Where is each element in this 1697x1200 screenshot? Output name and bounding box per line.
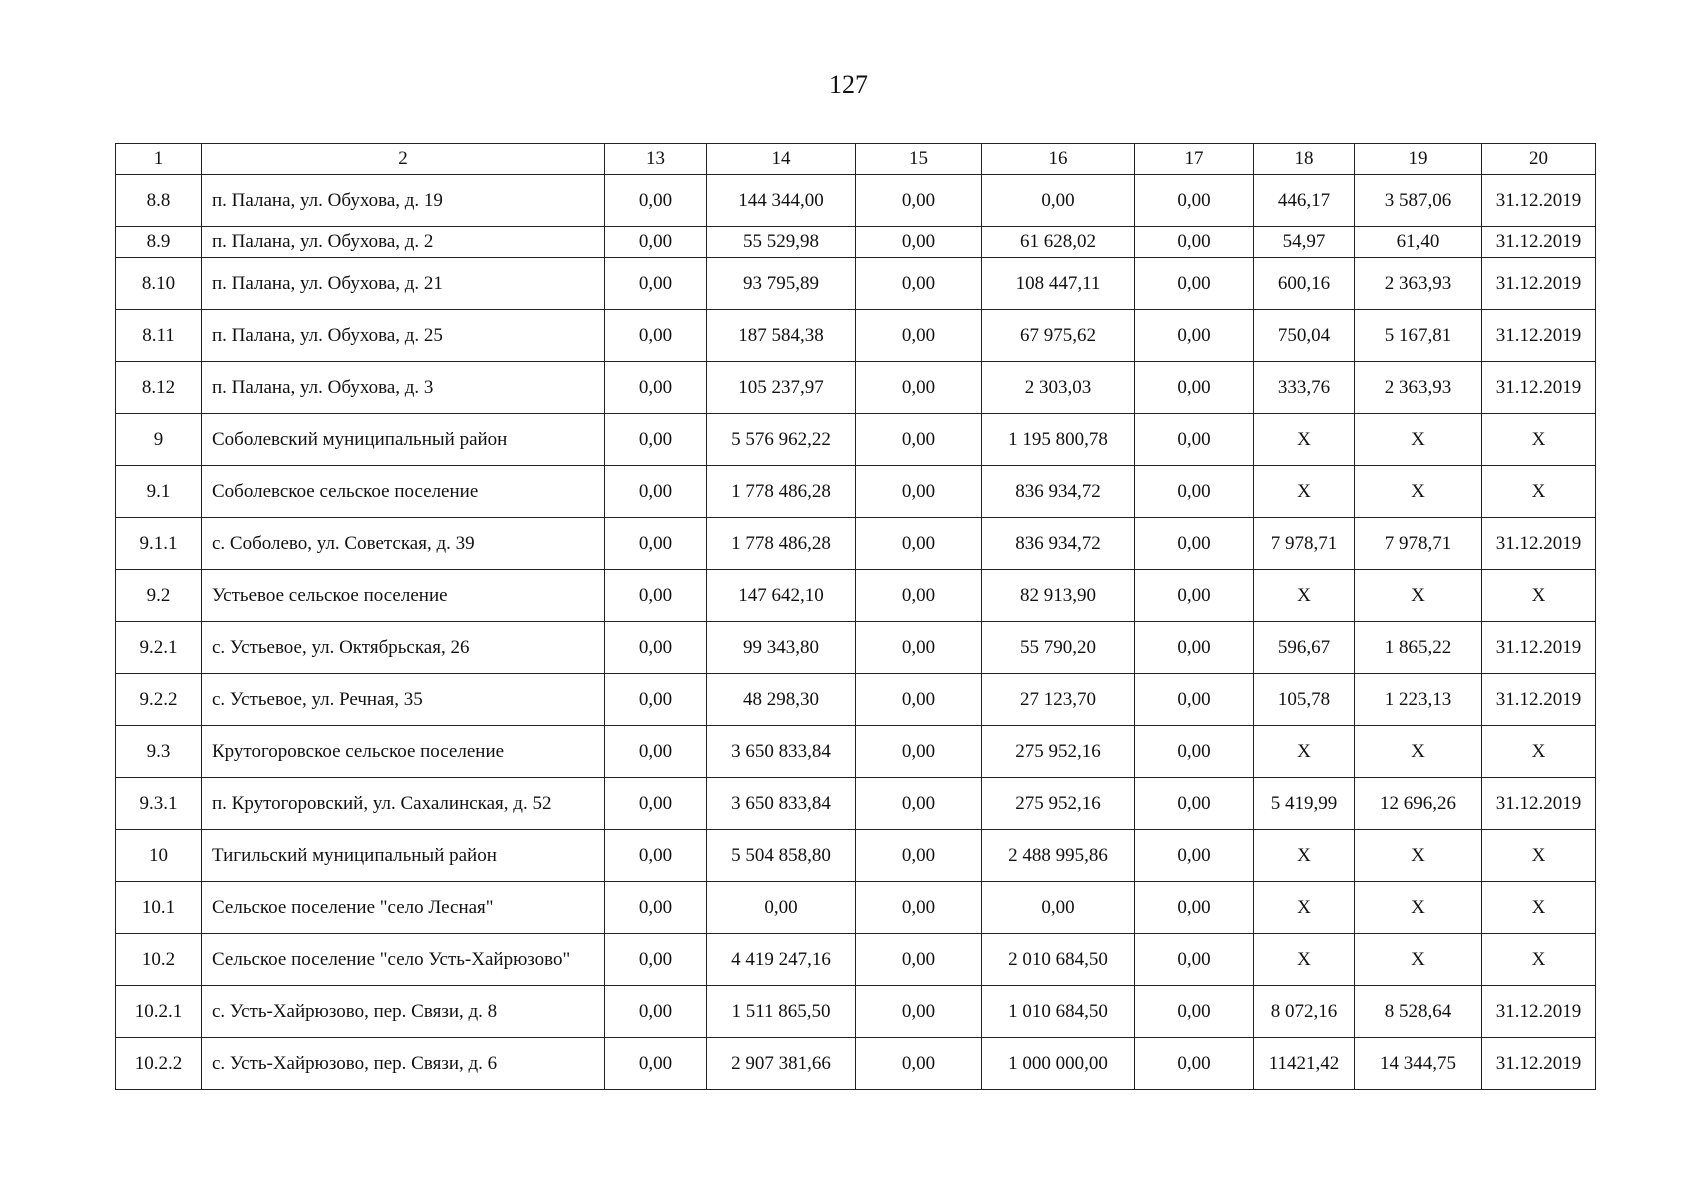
address-cell: п. Палана, ул. Обухова, д. 19 [202, 175, 605, 227]
value-cell: 0,00 [856, 227, 982, 258]
value-cell: 0,00 [1135, 674, 1254, 726]
column-header: 16 [982, 144, 1135, 175]
value-cell: 0,00 [856, 362, 982, 414]
value-cell: 55 529,98 [707, 227, 856, 258]
value-cell: 0,00 [1135, 986, 1254, 1038]
value-cell: 3 587,06 [1355, 175, 1482, 227]
value-cell: 82 913,90 [982, 570, 1135, 622]
value-cell: 0,00 [605, 414, 707, 466]
value-cell: X [1482, 830, 1596, 882]
value-cell: 0,00 [856, 570, 982, 622]
value-cell: 55 790,20 [982, 622, 1135, 674]
value-cell: X [1482, 726, 1596, 778]
address-cell: п. Крутогоровский, ул. Сахалинская, д. 52 [202, 778, 605, 830]
value-cell: X [1482, 934, 1596, 986]
value-cell: X [1355, 570, 1482, 622]
value-cell: X [1254, 934, 1355, 986]
value-cell: 105,78 [1254, 674, 1355, 726]
value-cell: 99 343,80 [707, 622, 856, 674]
table-row [116, 227, 1596, 258]
value-cell: 3 650 833,84 [707, 726, 856, 778]
value-cell: 5 504 858,80 [707, 830, 856, 882]
value-cell: 275 952,16 [982, 726, 1135, 778]
table-row [116, 362, 1596, 414]
value-cell: 0,00 [1135, 934, 1254, 986]
address-cell: Соболевское сельское поселение [202, 466, 605, 518]
value-cell: 1 778 486,28 [707, 518, 856, 570]
value-cell: 836 934,72 [982, 466, 1135, 518]
value-cell: 0,00 [856, 258, 982, 310]
value-cell: 2 907 381,66 [707, 1038, 856, 1090]
row-number-cell: 9 [116, 414, 202, 466]
data-table [115, 143, 1596, 1090]
value-cell: 7 978,71 [1254, 518, 1355, 570]
column-header: 15 [856, 144, 982, 175]
value-cell: X [1482, 414, 1596, 466]
row-number-cell: 8.11 [116, 310, 202, 362]
row-number-cell: 10.2 [116, 934, 202, 986]
address-cell: п. Палана, ул. Обухова, д. 21 [202, 258, 605, 310]
address-cell: п. Палана, ул. Обухова, д. 25 [202, 310, 605, 362]
table-row [116, 175, 1596, 227]
value-cell: 0,00 [605, 622, 707, 674]
value-cell: 8 072,16 [1254, 986, 1355, 1038]
value-cell: 0,00 [1135, 830, 1254, 882]
table-row [116, 258, 1596, 310]
value-cell: 1 010 684,50 [982, 986, 1135, 1038]
table-row [116, 466, 1596, 518]
table-row [116, 518, 1596, 570]
column-header: 20 [1482, 144, 1596, 175]
value-cell: 0,00 [605, 310, 707, 362]
value-cell: 48 298,30 [707, 674, 856, 726]
value-cell: 0,00 [1135, 258, 1254, 310]
value-cell: X [1355, 726, 1482, 778]
value-cell: X [1254, 414, 1355, 466]
value-cell: 0,00 [1135, 1038, 1254, 1090]
value-cell: 0,00 [605, 986, 707, 1038]
column-header: 18 [1254, 144, 1355, 175]
value-cell: 5 419,99 [1254, 778, 1355, 830]
value-cell: 600,16 [1254, 258, 1355, 310]
row-number-cell: 9.2.1 [116, 622, 202, 674]
value-cell: X [1355, 466, 1482, 518]
value-cell: 31.12.2019 [1482, 310, 1596, 362]
value-cell: 0,00 [605, 674, 707, 726]
table-row [116, 778, 1596, 830]
value-cell: 1 223,13 [1355, 674, 1482, 726]
value-cell: 4 419 247,16 [707, 934, 856, 986]
value-cell: 0,00 [856, 674, 982, 726]
value-cell: 0,00 [1135, 882, 1254, 934]
address-cell: с. Усть-Хайрюзово, пер. Связи, д. 8 [202, 986, 605, 1038]
value-cell: 5 576 962,22 [707, 414, 856, 466]
value-cell: 31.12.2019 [1482, 518, 1596, 570]
value-cell: 0,00 [856, 518, 982, 570]
row-number-cell: 10.2.2 [116, 1038, 202, 1090]
value-cell: 108 447,11 [982, 258, 1135, 310]
table-row [116, 674, 1596, 726]
value-cell: 0,00 [856, 414, 982, 466]
row-number-cell: 9.3.1 [116, 778, 202, 830]
value-cell: 0,00 [856, 882, 982, 934]
value-cell: 0,00 [856, 1038, 982, 1090]
column-header: 17 [1135, 144, 1254, 175]
value-cell: 1 000 000,00 [982, 1038, 1135, 1090]
row-number-cell: 8.8 [116, 175, 202, 227]
value-cell: 0,00 [856, 175, 982, 227]
value-cell: 0,00 [605, 175, 707, 227]
value-cell: 1 865,22 [1355, 622, 1482, 674]
table-row [116, 310, 1596, 362]
value-cell: 1 195 800,78 [982, 414, 1135, 466]
value-cell: X [1355, 934, 1482, 986]
value-cell: X [1355, 414, 1482, 466]
value-cell: X [1482, 570, 1596, 622]
value-cell: 0,00 [1135, 227, 1254, 258]
value-cell: 0,00 [856, 466, 982, 518]
value-cell: 0,00 [1135, 310, 1254, 362]
value-cell: 0,00 [1135, 414, 1254, 466]
value-cell: 31.12.2019 [1482, 258, 1596, 310]
value-cell: 0,00 [605, 518, 707, 570]
value-cell: 0,00 [605, 934, 707, 986]
value-cell: 0,00 [856, 830, 982, 882]
value-cell: X [1254, 570, 1355, 622]
row-number-cell: 9.1 [116, 466, 202, 518]
address-cell: с. Усть-Хайрюзово, пер. Связи, д. 6 [202, 1038, 605, 1090]
address-cell: п. Палана, ул. Обухова, д. 2 [202, 227, 605, 258]
address-cell: Устьевое сельское поселение [202, 570, 605, 622]
value-cell: X [1482, 882, 1596, 934]
address-cell: Соболевский муниципальный район [202, 414, 605, 466]
value-cell: 187 584,38 [707, 310, 856, 362]
value-cell: 0,00 [1135, 362, 1254, 414]
value-cell: 31.12.2019 [1482, 674, 1596, 726]
value-cell: 0,00 [605, 830, 707, 882]
address-cell: п. Палана, ул. Обухова, д. 3 [202, 362, 605, 414]
row-number-cell: 10.1 [116, 882, 202, 934]
value-cell: 0,00 [605, 1038, 707, 1090]
value-cell: 147 642,10 [707, 570, 856, 622]
value-cell: 27 123,70 [982, 674, 1135, 726]
value-cell: 0,00 [605, 778, 707, 830]
value-cell: 0,00 [856, 726, 982, 778]
value-cell: X [1254, 466, 1355, 518]
address-cell: Сельское поселение "село Усть-Хайрюзово" [202, 934, 605, 986]
value-cell: 2 363,93 [1355, 362, 1482, 414]
value-cell: 596,67 [1254, 622, 1355, 674]
value-cell: 31.12.2019 [1482, 622, 1596, 674]
value-cell: 0,00 [707, 882, 856, 934]
value-cell: 11421,42 [1254, 1038, 1355, 1090]
table-row [116, 726, 1596, 778]
value-cell: 836 934,72 [982, 518, 1135, 570]
row-number-cell: 9.2.2 [116, 674, 202, 726]
value-cell: 2 303,03 [982, 362, 1135, 414]
table-row [116, 934, 1596, 986]
value-cell: 0,00 [605, 258, 707, 310]
value-cell: 31.12.2019 [1482, 175, 1596, 227]
row-number-cell: 8.9 [116, 227, 202, 258]
value-cell: 0,00 [1135, 518, 1254, 570]
row-number-cell: 9.2 [116, 570, 202, 622]
address-cell: с. Устьевое, ул. Октябрьская, 26 [202, 622, 605, 674]
value-cell: 144 344,00 [707, 175, 856, 227]
table-row [116, 1038, 1596, 1090]
value-cell: 750,04 [1254, 310, 1355, 362]
value-cell: 0,00 [1135, 778, 1254, 830]
value-cell: 0,00 [982, 882, 1135, 934]
value-cell: 0,00 [605, 570, 707, 622]
value-cell: X [1254, 726, 1355, 778]
value-cell: 1 778 486,28 [707, 466, 856, 518]
row-number-cell: 9.3 [116, 726, 202, 778]
value-cell: 31.12.2019 [1482, 227, 1596, 258]
column-header: 14 [707, 144, 856, 175]
value-cell: 12 696,26 [1355, 778, 1482, 830]
value-cell: X [1254, 882, 1355, 934]
value-cell: X [1254, 830, 1355, 882]
row-number-cell: 8.10 [116, 258, 202, 310]
value-cell: 7 978,71 [1355, 518, 1482, 570]
table-row [116, 622, 1596, 674]
table-row [116, 882, 1596, 934]
value-cell: X [1355, 882, 1482, 934]
value-cell: 0,00 [982, 175, 1135, 227]
value-cell: 0,00 [605, 227, 707, 258]
value-cell: 275 952,16 [982, 778, 1135, 830]
value-cell: 105 237,97 [707, 362, 856, 414]
address-cell: с. Устьевое, ул. Речная, 35 [202, 674, 605, 726]
value-cell: X [1355, 830, 1482, 882]
column-header: 2 [202, 144, 605, 175]
table-row [116, 570, 1596, 622]
value-cell: 0,00 [1135, 570, 1254, 622]
value-cell: 0,00 [856, 778, 982, 830]
value-cell: 333,76 [1254, 362, 1355, 414]
table-row [116, 986, 1596, 1038]
value-cell: 31.12.2019 [1482, 362, 1596, 414]
value-cell: 0,00 [856, 622, 982, 674]
row-number-cell: 8.12 [116, 362, 202, 414]
value-cell: 61,40 [1355, 227, 1482, 258]
page-number: 127 [829, 70, 868, 99]
row-number-cell: 10 [116, 830, 202, 882]
value-cell: 31.12.2019 [1482, 1038, 1596, 1090]
table-row [116, 830, 1596, 882]
value-cell: 8 528,64 [1355, 986, 1482, 1038]
value-cell: 2 488 995,86 [982, 830, 1135, 882]
value-cell: 0,00 [605, 362, 707, 414]
address-cell: с. Соболево, ул. Советская, д. 39 [202, 518, 605, 570]
value-cell: 0,00 [1135, 622, 1254, 674]
table-row [116, 414, 1596, 466]
value-cell: 5 167,81 [1355, 310, 1482, 362]
value-cell: 446,17 [1254, 175, 1355, 227]
value-cell: 0,00 [605, 726, 707, 778]
value-cell: 0,00 [856, 986, 982, 1038]
header-row [116, 144, 1596, 175]
value-cell: 0,00 [856, 310, 982, 362]
column-header: 19 [1355, 144, 1482, 175]
value-cell: 0,00 [1135, 175, 1254, 227]
value-cell: 61 628,02 [982, 227, 1135, 258]
address-cell: Сельское поселение "село Лесная" [202, 882, 605, 934]
row-number-cell: 10.2.1 [116, 986, 202, 1038]
value-cell: 14 344,75 [1355, 1038, 1482, 1090]
value-cell: X [1482, 466, 1596, 518]
column-header: 1 [116, 144, 202, 175]
value-cell: 0,00 [856, 934, 982, 986]
table-body [116, 175, 1596, 1090]
row-number-cell: 9.1.1 [116, 518, 202, 570]
value-cell: 0,00 [1135, 466, 1254, 518]
value-cell: 3 650 833,84 [707, 778, 856, 830]
value-cell: 31.12.2019 [1482, 986, 1596, 1038]
address-cell: Крутогоровское сельское поселение [202, 726, 605, 778]
value-cell: 67 975,62 [982, 310, 1135, 362]
value-cell: 93 795,89 [707, 258, 856, 310]
column-header: 13 [605, 144, 707, 175]
value-cell: 31.12.2019 [1482, 778, 1596, 830]
value-cell: 2 363,93 [1355, 258, 1482, 310]
value-cell: 0,00 [605, 466, 707, 518]
value-cell: 2 010 684,50 [982, 934, 1135, 986]
value-cell: 1 511 865,50 [707, 986, 856, 1038]
value-cell: 0,00 [1135, 726, 1254, 778]
value-cell: 54,97 [1254, 227, 1355, 258]
value-cell: 0,00 [605, 882, 707, 934]
address-cell: Тигильский муниципальный район [202, 830, 605, 882]
